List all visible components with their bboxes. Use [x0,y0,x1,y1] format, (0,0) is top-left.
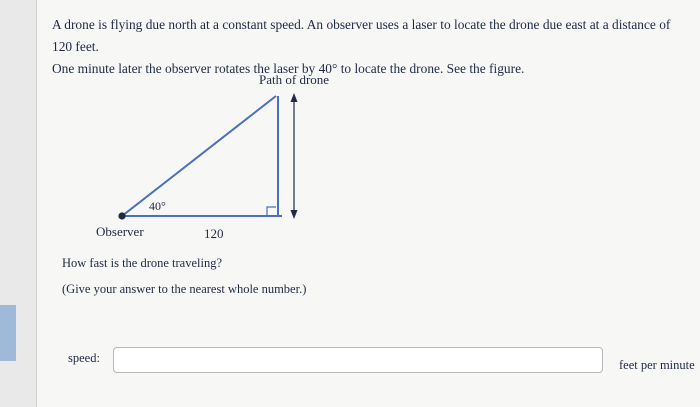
laser-line [122,96,276,216]
speed-input[interactable] [113,347,603,373]
speed-label: speed: [68,351,100,365]
angle-label: 40° [149,199,166,213]
distance-label: 120 [204,226,224,241]
observer-label: Observer [96,224,144,239]
unit-label: feet per minute [619,358,695,372]
question-line-2: One minute later the observer rotates the laser by 40° to locate the drone. See the figure. [52,61,525,76]
right-angle-marker [267,207,276,216]
path-arrow-up [291,93,298,102]
observer-point [118,212,125,219]
path-of-drone-label: Path of drone [259,72,330,87]
question-line-1: A drone is flying due north at a constant speed. An observer uses a laser to locate the drone due east at a distance of 120 feet. [52,17,671,54]
prompt-question: How fast is the drone traveling? [62,256,223,270]
path-arrow-down [291,210,298,219]
prompt-instruction: (Give your answer to the nearest whole number.) [62,282,307,296]
